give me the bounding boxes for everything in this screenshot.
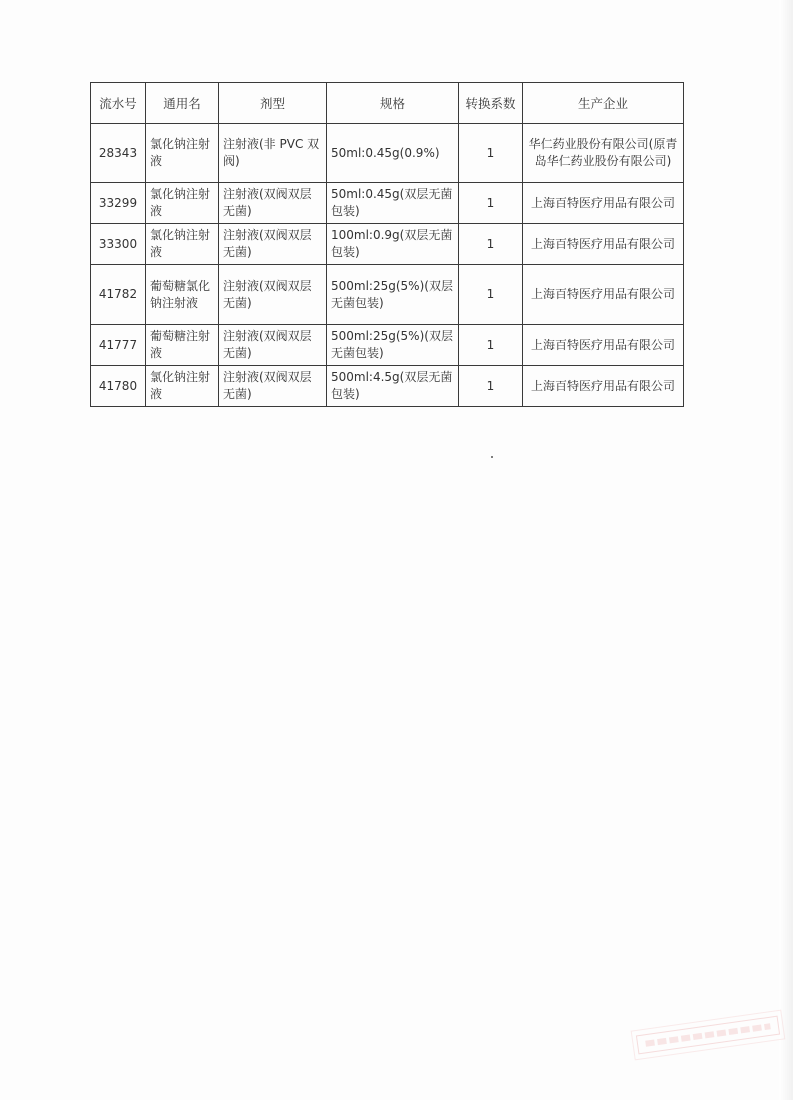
scan-edge (779, 0, 793, 1100)
cell-serial: 41777 (91, 325, 146, 366)
scan-speck (491, 456, 493, 458)
cell-serial: 33299 (91, 183, 146, 224)
header-conversion-factor: 转换系数 (459, 83, 523, 124)
cell-conversion-factor: 1 (459, 265, 523, 325)
cell-conversion-factor: 1 (459, 325, 523, 366)
cell-manufacturer: 上海百特医疗用品有限公司 (523, 224, 684, 265)
table-header-row (91, 83, 684, 124)
cell-manufacturer: 上海百特医疗用品有限公司 (523, 325, 684, 366)
cell-dosage-form: 注射液(双阀双层无菌) (219, 183, 327, 224)
cell-specification: 500ml:4.5g(双层无菌包装) (327, 366, 459, 407)
header-manufacturer: 生产企业 (523, 83, 684, 124)
table-row (91, 183, 684, 224)
cell-specification: 50ml:0.45g(0.9%) (327, 124, 459, 183)
seal-stamp-graphic (632, 1011, 784, 1060)
cell-manufacturer: 上海百特医疗用品有限公司 (523, 183, 684, 224)
header-serial: 流水号 (91, 83, 146, 124)
cell-conversion-factor: 1 (459, 124, 523, 183)
cell-dosage-form: 注射液(双阀双层无菌) (219, 265, 327, 325)
cell-generic-name: 葡萄糖氯化钠注射液 (146, 265, 219, 325)
table-row (91, 124, 684, 183)
table-row (91, 325, 684, 366)
cell-dosage-form: 注射液(双阀双层无菌) (219, 224, 327, 265)
cell-serial: 28343 (91, 124, 146, 183)
cell-specification: 500ml:25g(5%)(双层无菌包装) (327, 325, 459, 366)
table-row (91, 366, 684, 407)
cell-generic-name: 氯化钠注射液 (146, 366, 219, 407)
cell-specification: 50ml:0.45g(双层无菌包装) (327, 183, 459, 224)
cell-generic-name: 葡萄糖注射液 (146, 325, 219, 366)
cell-serial: 41780 (91, 366, 146, 407)
drug-table (90, 82, 684, 407)
header-specification: 规格 (327, 83, 459, 124)
cell-conversion-factor: 1 (459, 224, 523, 265)
header-dosage-form: 剂型 (219, 83, 327, 124)
cell-manufacturer: 上海百特医疗用品有限公司 (523, 265, 684, 325)
header-generic-name: 通用名 (146, 83, 219, 124)
cell-dosage-form: 注射液(非 PVC 双阀) (219, 124, 327, 183)
cell-generic-name: 氯化钠注射液 (146, 183, 219, 224)
cell-serial: 41782 (91, 265, 146, 325)
table-row (91, 224, 684, 265)
seal-stamp-image (631, 1010, 786, 1061)
cell-dosage-form: 注射液(双阀双层无菌) (219, 325, 327, 366)
cell-conversion-factor: 1 (459, 183, 523, 224)
cell-specification: 500ml:25g(5%)(双层无菌包装) (327, 265, 459, 325)
cell-conversion-factor: 1 (459, 366, 523, 407)
cell-generic-name: 氯化钠注射液 (146, 224, 219, 265)
cell-dosage-form: 注射液(双阀双层无菌) (219, 366, 327, 407)
table-row (91, 265, 684, 325)
cell-manufacturer: 华仁药业股份有限公司(原青岛华仁药业股份有限公司) (523, 124, 684, 183)
cell-manufacturer: 上海百特医疗用品有限公司 (523, 366, 684, 407)
cell-specification: 100ml:0.9g(双层无菌包装) (327, 224, 459, 265)
cell-serial: 33300 (91, 224, 146, 265)
cell-generic-name: 氯化钠注射液 (146, 124, 219, 183)
